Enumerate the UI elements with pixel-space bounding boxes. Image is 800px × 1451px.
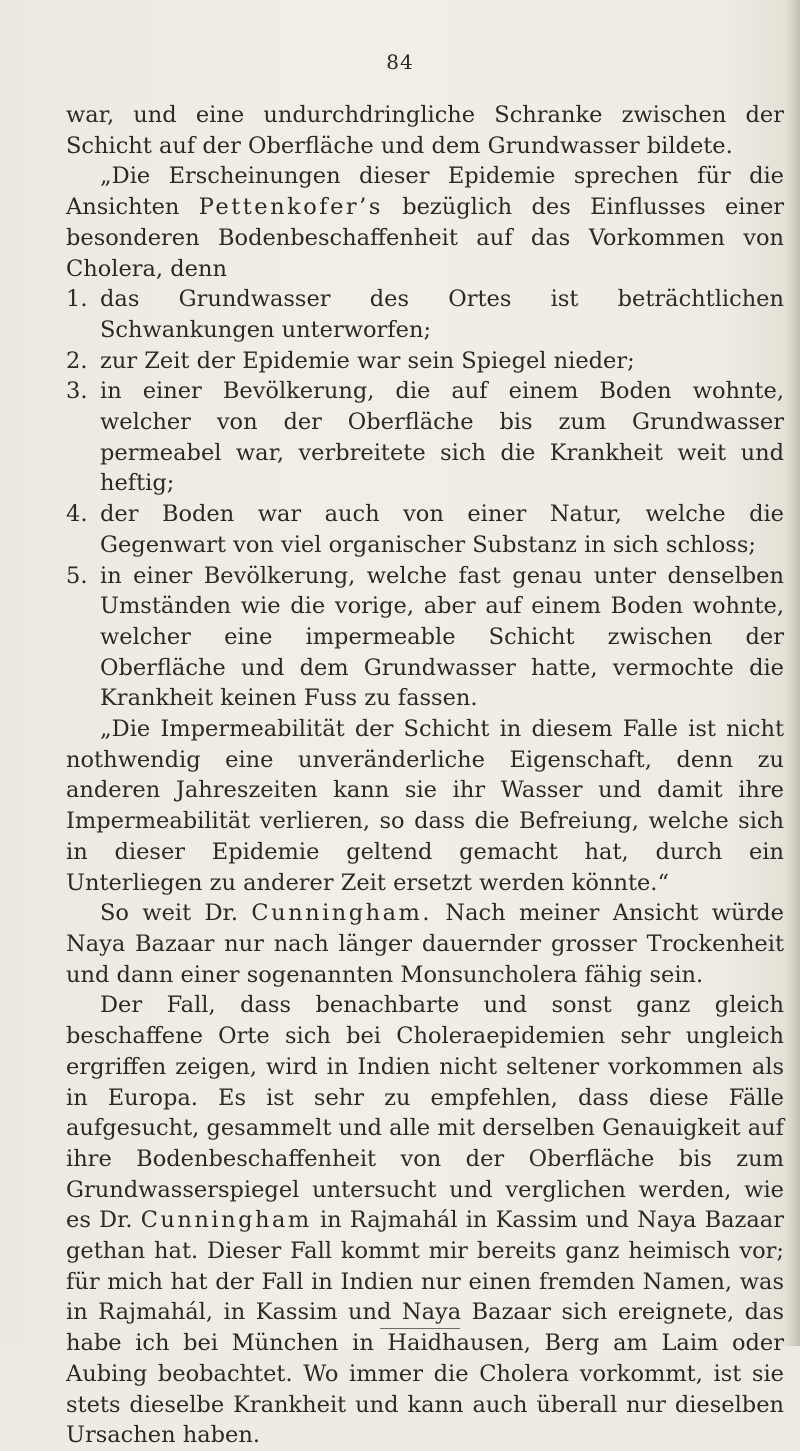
list-item [66,499,784,560]
list-item-number: 1. [66,286,88,313]
page-edge-shadow [786,0,800,1346]
paragraph-cunningham [66,898,784,990]
list-item-number: 3. [66,378,88,405]
list-item-number: 4. [66,501,88,528]
conclusion-pre: Der Fall, dass benachbarte und sonst ganz gleich beschaffene Orte sich bei Choleraepidemien sehr ungleich ergriffen zeigen, wird in Indien nicht seltener vorkommen als in Europa. Es ist sehr zu empfehlen, dass diese Fälle aufgesucht, gesammelt und alle mit derselben Genauigkeit auf ihre Bodenbeschaffenheit von der Oberfläche bis zum Grundwasserspiegel untersucht und verglichen werden, wie es Dr. [66,992,784,1234]
list-item-number: 5. [66,562,88,589]
list-item-text: in einer Bevölkerung, die auf einem Boden wohnte, welcher von der Oberfläche bis zum Grundwasser permeabel war, verbreitete sich die Krankheit weit und heftig; [100,378,784,497]
author-name-cunningham: Cunningham. [251,900,433,927]
paragraph-continuation: war, und eine undurchdringliche Schranke zwischen der Schicht auf der Oberfläche und dem Grundwasser bildete. [66,102,784,159]
list-item-text: der Boden war auch von einer Natur, welche die Gegenwart von viel organischer Substanz in sich schloss; [100,501,784,558]
list-item-text: zur Zeit der Epidemie war sein Spiegel nieder; [100,347,635,374]
list-item [66,346,784,377]
conclusion-post: in Rajmahál in Kassim und Naya Bazaar gethan hat. Dieser Fall kommt mir bereits ganz heimisch vor; für mich hat der Fall in Indien nur einen fremden Namen, was in Rajmahál, in Kassim und Naya Bazaar sich ereignete, das habe ich bei München in Haidhausen, Berg am Laim oder Aubing beobachtet. Wo immer die Cholera vorkommt, ist sie stets dieselbe Krankheit und kann auch überall nur dieselben Ursachen haben. [66,1207,784,1449]
paragraph-impermeability: „Die Impermeabilität der Schicht in diesem Falle ist nicht nothwendig eine unveränderliche Eigenschaft, denn zu anderen Jahreszeiten kann sie ihr Wasser und damit ihre Impermeabilität verlieren, so dass die Befreiung, welche sich in dieser Epidemie geltend gemacht hat, durch ein Unterliegen zu anderer Zeit ersetzt werden könnte.“ [66,716,784,896]
quote-intro-text: „Die Erscheinungen dieser Epidemie sprechen für die Ansichten [66,163,784,221]
list-item-text: das Grundwasser des Ortes ist beträchtlichen Schwankungen unterworfen; [100,286,784,343]
list-item-text: in einer Bevölkerung, welche fast genau unter denselben Umständen wie die vorige, aber auf einem Boden wohnte, welcher eine impermeable Schicht zwischen der Oberfläche und dem Grundwasser hatte, vermochte die Krankheit keinen Fuss zu fassen. [100,562,784,712]
body-text [66,100,784,1451]
footer-rule [380,1328,460,1329]
list-item-number: 2. [66,347,88,374]
quote-intro-text-end: bezüglich des Einflusses einer besonderen Bodenbeschaffenheit auf das Vorkommen von Cholera, denn [66,194,785,282]
page-number: 84 [386,50,414,74]
list-item [66,561,784,715]
cunningham-post: Nach meiner Ansicht würde Naya Bazaar nur nach länger dauernder grosser Trockenheit und dann einer sogenannten Monsuncholera fähig sein. [66,900,784,988]
list-item [66,376,784,499]
cunningham-pre: So weit Dr. [100,900,238,927]
author-name-pettenkofer: Pettenkofer’s [198,194,383,221]
paragraph-conclusion [66,990,784,1451]
author-name-cunningham-2: Cunningham [140,1207,312,1234]
list-item [66,284,784,345]
paragraph-quote-intro [66,161,784,284]
numbered-list [66,284,784,714]
